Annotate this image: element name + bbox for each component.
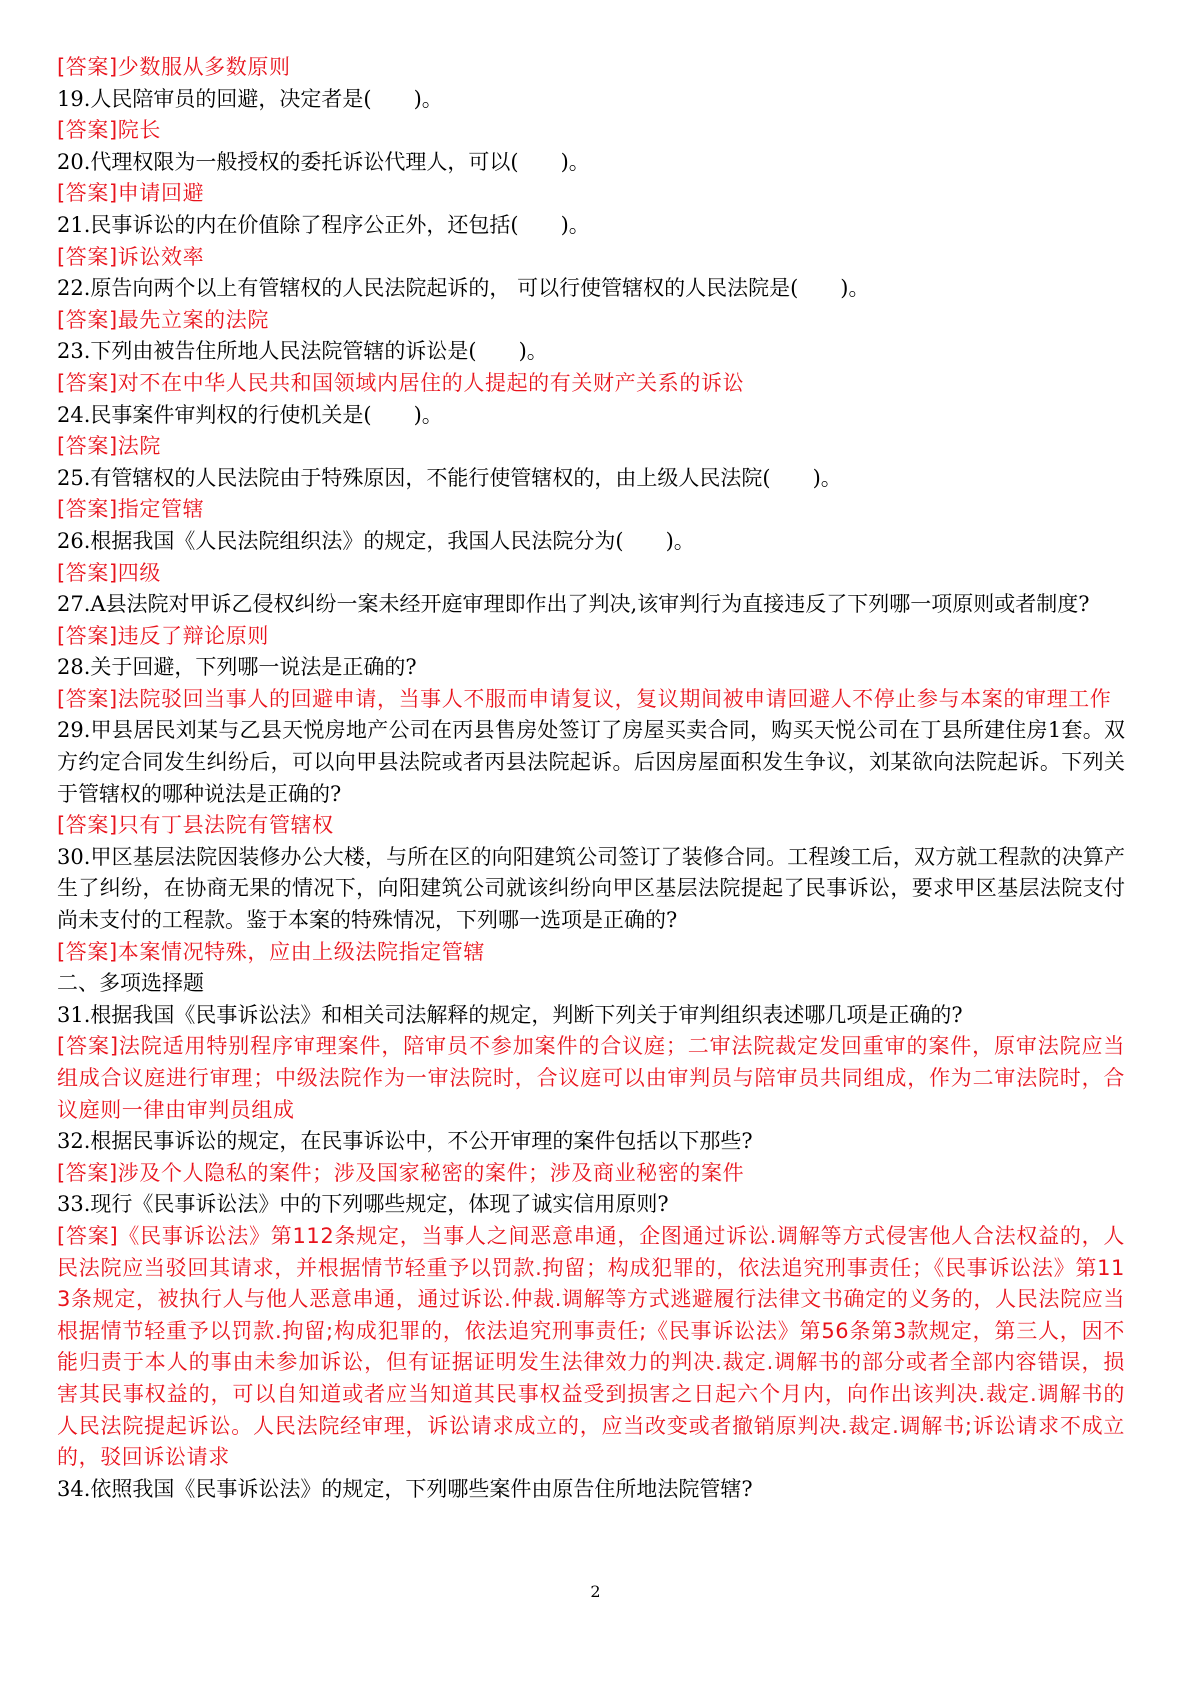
question-text: 32.根据民事诉讼的规定，在民事诉讼中，不公开审理的案件包括以下那些? [57,1129,753,1154]
document-body [57,52,1125,1505]
answer-text: [答案]最先立案的法院 [57,307,269,332]
answer-text: [答案]院长 [57,118,161,143]
answer-text: [答案]法院驳回当事人的回避申请，当事人不服而申请复议，复议期间被申请回避人不停止参与本案的审理工作 [57,686,1112,711]
page-number: 2 [590,1582,601,1601]
answer-text: [答案]涉及个人隐私的案件；涉及国家秘密的案件；涉及商业秘密的案件 [57,1160,745,1185]
answer-text: [答案]法院 [57,434,161,459]
answer-text: [答案]法院适用特别程序审理案件，陪审员不参加案件的合议庭；二审法院裁定发回重审的案件，原审法院应当组成合议庭进行审理；中级法院作为一审法院时，合议庭可以由审判员与陪审员共同组成，作为二审法院时，合议庭则一律由审判员组成 [57,1034,1125,1122]
question-text: 30.甲区基层法院因装修办公大楼，与所在区的向阳建筑公司签订了装修合同。工程竣工后，双方就工程款的决算产生了纠纷，在协商无果的情况下，向阳建筑公司就该纠纷向甲区基层法院提起了民事诉讼，要求甲区基层法院支付尚未支付的工程款。鉴于本案的特殊情况，下列哪一选项是正确的? [57,844,1125,933]
question-text: 28.关于回避，下列哪一说法是正确的? [57,655,417,680]
answer-text: [答案]指定管辖 [57,497,205,522]
question-text: 33.现行《民事诉讼法》中的下列哪些规定，体现了诚实信用原则? [57,1192,669,1217]
answer-text: [答案]《民事诉讼法》第112条规定，当事人之间恶意串通，企图通过诉讼.调解等方式侵害他人合法权益的，人民法院应当驳回其请求，并根据情节轻重予以罚款.拘留；构成犯罪的，依法追究刑事责任；《民事诉讼法》第113条规定，被执行人与他人恶意串通，通过诉讼.仲裁.调解等方式逃避履行法律文书确定的义务的，人民法院应当根据情节轻重予以罚款.拘留;构成犯罪的，依法追究刑事责任;《民事诉讼法》第56条第3款规定，第三人，因不能归责于本人的事由未参加诉讼，但有证据证明发生法律效力的判决.裁定.调解书的部分或者全部内容错误，损害其民事权益的，可以自知道或者应当知道其民事权益受到损害之日起六个月内，向作出该判决.裁定.调解书的人民法院提起诉讼。人民法院经审理，诉讼请求成立的，应当改变或者撤销原判决.裁定.调解书;诉讼请求不成立的，驳回诉讼请求 [57,1223,1125,1470]
question-text: 20.代理权限为一般授权的委托诉讼代理人，可以( )。 [57,149,590,174]
answer-text: [答案]违反了辩论原则 [57,623,269,648]
question-text: 31.根据我国《民事诉讼法》和相关司法解释的规定，判断下列关于审判组织表述哪几项是正确的? [57,1002,963,1027]
section-heading: 二、多项选择题 [57,971,204,996]
answer-text: [答案]申请回避 [57,181,205,206]
answer-text: [答案]本案情况特殊，应由上级法院指定管辖 [57,939,485,964]
question-text: 19.人民陪审员的回避，决定者是( )。 [57,86,443,111]
question-text: 24.民事案件审判权的行使机关是( )。 [57,402,443,427]
question-text: 27.A县法院对甲诉乙侵权纠纷一案未经开庭审理即作出了判决,该审判行为直接违反了下列哪一项原则或者制度? [57,592,1090,617]
question-text: 25.有管辖权的人民法院由于特殊原因，不能行使管辖权的，由上级人民法院( )。 [57,465,842,490]
answer-text: [答案]只有丁县法院有管辖权 [57,813,334,838]
answer-text: [答案]少数服从多数原则 [57,55,291,79]
question-text: 21.民事诉讼的内在价值除了程序公正外，还包括( )。 [57,212,590,237]
answer-text: [答案]四级 [57,560,161,585]
answer-text: [答案]诉讼效率 [57,244,205,269]
answer-text: [答案]对不在中华人民共和国领域内居住的人提起的有关财产关系的诉讼 [57,370,745,395]
question-text: 22.原告向两个以上有管辖权的人民法院起诉的， 可以行使管辖权的人民法院是( )。 [57,276,870,301]
question-text: 23.下列由被告住所地人民法院管辖的诉讼是( )。 [57,339,548,364]
question-text: 26.根据我国《人民法院组织法》的规定，我国人民法院分为( )。 [57,528,695,553]
question-text: 29.甲县居民刘某与乙县天悦房地产公司在丙县售房处签订了房屋买卖合同，购买天悦公司在丁县所建住房1套。双方约定合同发生纠纷后，可以向甲县法院或者丙县法院起诉。后因房屋面积发生争议，刘某欲向法院起诉。下列关于管辖权的哪种说法是正确的? [57,718,1125,806]
question-text: 34.依照我国《民事诉讼法》的规定，下列哪些案件由原告住所地法院管辖? [57,1476,753,1501]
